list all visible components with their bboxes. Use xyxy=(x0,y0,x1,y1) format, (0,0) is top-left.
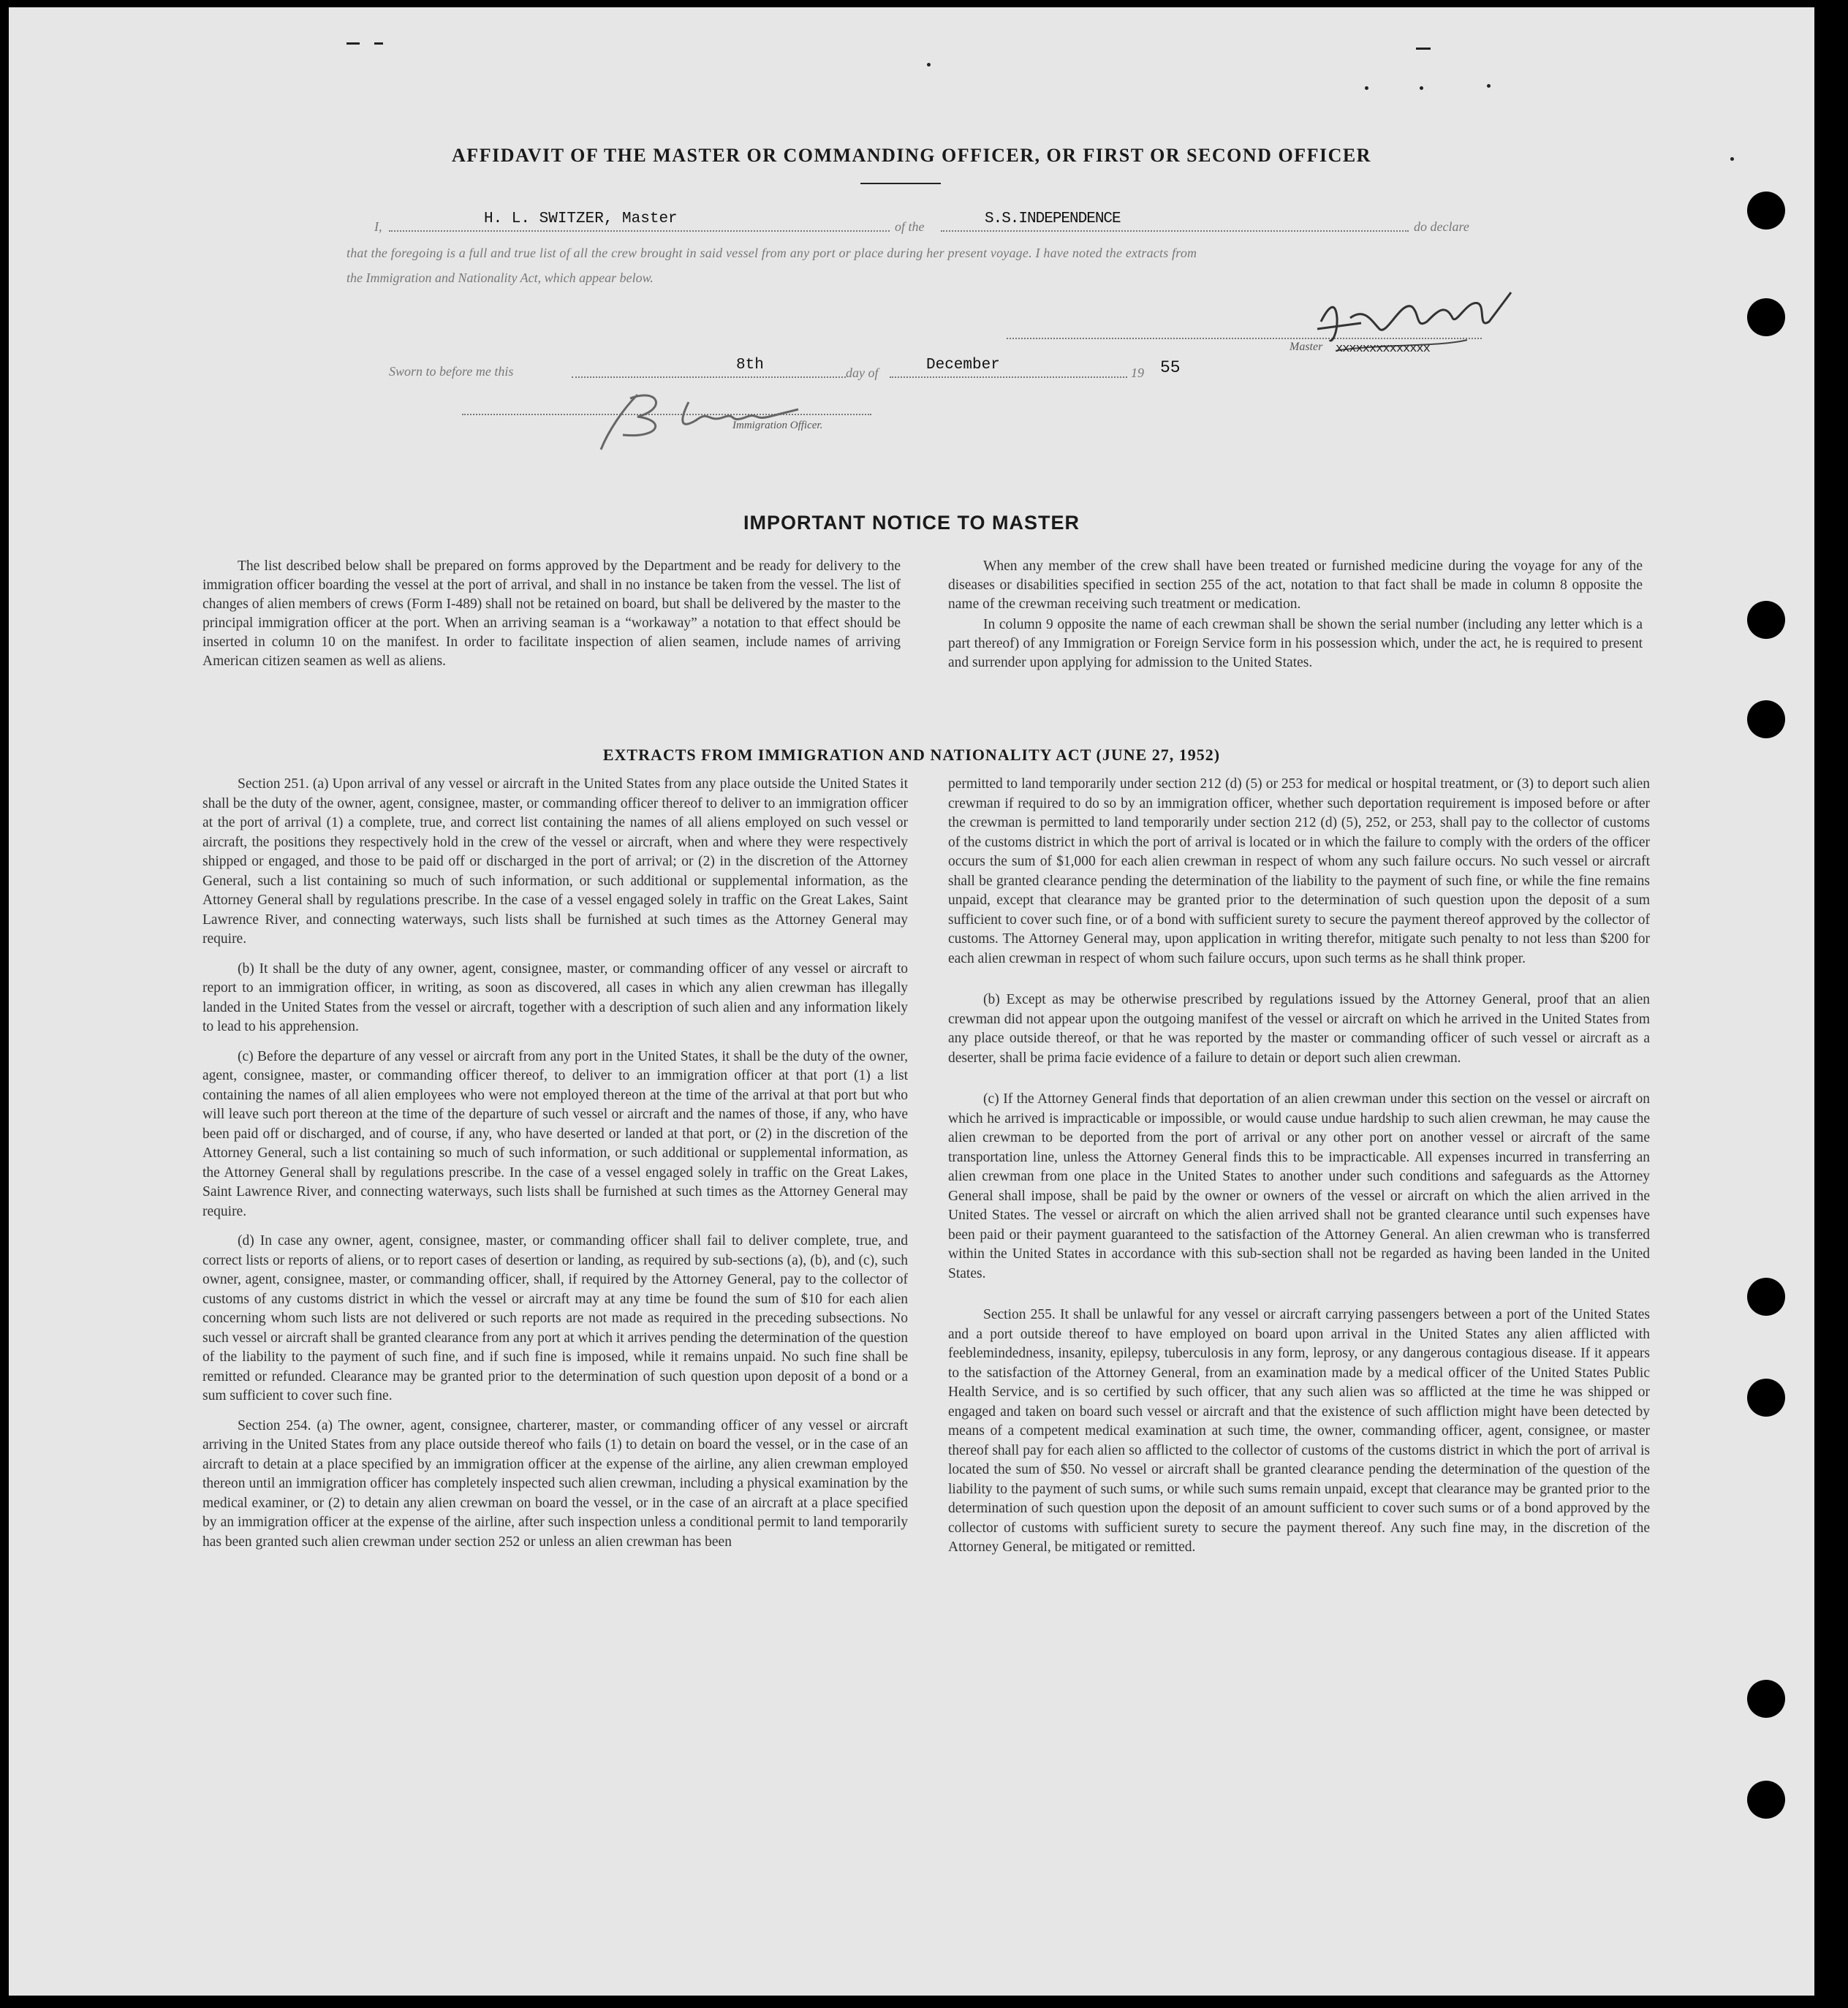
month-value: December xyxy=(926,357,1000,374)
sworn-label: Sworn to before me this xyxy=(389,364,514,379)
do-declare-label: do declare xyxy=(1414,219,1469,234)
section-251c: (c) Before the departure of any vessel or aircraft from any port in the United States, it shall be the duty of the owner, agent, consignee, master, or commanding officer thereof, to deliver to an immigration officer at that port (1) a list containing the names of all alien employees who were not employed thereon at the time of the arrival at that port but who will leave such port thereon at the time of the departure of such vessel or aircraft and the names of those, if any, who have been paid off or discharged, and of course, if any, who have deserted or landed at that port, or (2) in the discretion of the Attorney General, such a list containing so much of such information, or such additional or supplemental information, as the Attorney General shall by regulations prescribe. In the case of a vessel engaged solely in traffic on the Great Lakes, Saint Lawrence River, and connecting waterways, such lists shall be furnished at such times as the Attorney General may require. xyxy=(202,1048,908,1219)
notice-right-text-2: In column 9 opposite the name of each crewman shall be shown the serial number (including any letter which is a part thereof) of any Immigration or Foreign Service form in his possession which, under the act, he is required to present and surrender upon applying for admission to the United States. xyxy=(948,617,1643,670)
section-254a-continued: permitted to land temporarily under section 212 (d) (5) or 253 for medical or hospital treatment, or (3) to deport such alien crewman if required to do so by an immigration officer, whether such deportation requirement is imposed before or after the crewman is permitted to land temporarily under section 212 (d) (5), 252, or 253, shall pay to the collector of customs of the customs district in which the port of arrival is located or in which the failure to comply with the orders of the officer occurs the sum of $1,000 for each alien crewman in respect of whom any such failure occurs. No such vessel or aircraft shall be granted clearance pending the determination of the liability to the payment of such fine, or while the fine remains unpaid, except that clearance may be granted prior to the determination of such question upon the deposit of a sum sufficient to cover such fine, or of a bond with sufficient surety to secure the payment thereof approved by the collector of customs. The Attorney General may, upon application in writing therefor, mitigate such penalty to not less than $200 for each alien crewman in respect of whom such failure occurs, upon such terms as he shall think proper. xyxy=(948,776,1650,966)
scan-speck xyxy=(1420,86,1423,90)
immigration-officer-label: Immigration Officer. xyxy=(732,420,823,431)
day-of-label: day of xyxy=(846,365,879,380)
vessel-line xyxy=(941,230,1409,232)
master-label: Master xyxy=(1290,341,1323,353)
extracts-title: EXTRACTS FROM IMMIGRATION AND NATIONALITY ACT (JUNE 27, 1952) xyxy=(602,746,1221,764)
section-251d: (d) In case any owner, agent, consignee, master, or commanding officer shall fail to deliver complete, true, and correct lists or reports of aliens, or to report cases of desertion or landing, as required by sub-sections (a), (b), and (c), such owner, agent, consignee, master, or commanding officer, shall, if required by the Attorney General, pay to the collector of customs of any customs district in which the vessel or aircraft may at any time be found the sum of $10 for each alien concerning whom such lists are not delivered or such reports are not made as required in the preceding subsections. No such vessel or aircraft shall be granted clearance from any port at which it arrives pending the determination of the question of the liability to the payment of such fine, and if such fine is imposed, while it remains unpaid. No such fine shall be remitted or refunded. Clearance may be granted prior to the determination of such question upon deposit of a bond or a sum sufficient to cover such fine. xyxy=(202,1233,908,1403)
punch-hole xyxy=(1747,601,1785,639)
extracts-left-column xyxy=(202,775,908,1562)
name-line xyxy=(389,230,890,232)
month-line xyxy=(890,376,1127,378)
affidavit-statement-end: the Immigration and Nationality Act, which appear below. xyxy=(346,270,654,285)
punch-hole xyxy=(1747,1781,1785,1819)
of-the-label: of the xyxy=(895,219,925,234)
scan-mark xyxy=(374,42,383,45)
scan-speck xyxy=(927,63,931,67)
scan-mark xyxy=(346,42,360,45)
punch-hole xyxy=(1747,1680,1785,1718)
section-251a: Section 251. (a) Upon arrival of any vessel or aircraft in the United States from any place outside the United States it shall be the duty of the owner, agent, consignee, master, or commanding officer thereof to deliver to an immigration officer at the port of arrival (1) a complete, true, and correct list containing the names of all aliens employed on such vessel or aircraft, the positions they respectively hold in the crew of the vessel or aircraft, when and where they were respectively shipped or engaged, and those to be paid off or discharged in the port of arrival; or (2) in the discretion of the Attorney General, such a list containing so much of such information, or such additional or supplemental information, as the Attorney General shall by regulations prescribe. In the case of a vessel engaged solely in traffic on the Great Lakes, Saint Lawrence River, and connecting waterways, such lists shall be furnished at such times as the Attorney General may require. xyxy=(202,776,908,947)
struck-title: xxxxxxxxxxxxxx xyxy=(1336,342,1430,356)
affidavit-statement: that the foregoing is a full and true list of all the crew brought in said vessel from any port or place during her present voyage. I have noted the extracts from xyxy=(346,246,1197,260)
year-value: 55 xyxy=(1160,358,1181,377)
section-254a: Section 254. (a) The owner, agent, consignee, charterer, master, or commanding officer of any vessel or aircraft arriving in the United States from any place outside thereof who fails (1) to detain on board the vessel, or in the case of an aircraft to detain at a place specified by an immigration officer at the expense of the airline, any alien crewman employed thereon until an immigration officer has completely inspected such alien crewman, including a physical examination by the medical examiner, or (2) to detain any alien crewman on board the vessel, or in the case of an aircraft at a place specified by an immigration officer at the expense of the airline, after such inspection unless a conditional permit to land temporarily has been granted such alien crewman under section 252 or unless an alien crewman has been xyxy=(202,1417,908,1550)
punch-hole xyxy=(1747,1278,1785,1316)
year-prefix: 19 xyxy=(1131,365,1144,380)
document-page xyxy=(9,7,1814,1996)
section-255: Section 255. It shall be unlawful for any vessel or aircraft carrying passengers between a port of the United States and a port outside thereof to have employed on board upon arrival in the United States any alien afflicted with feeblemindedness, insanity, epilepsy, tuberculosis in any form, leprosy, or any dangerous contagious disease. If it appears to the satisfaction of the Attorney General, from an examination made by a medical officer of the United States Public Health Service, and is so certified by such officer, that any such alien was so afflicted at the time he was shipped or engaged and taken on board such vessel or aircraft and that the existence of such affliction might have been detected by means of a competent medical examination at such time, the owner, commanding officer, agent, consignee, or master thereof shall pay for each alien so afflicted to the collector of customs of the customs district in which the port of arrival is located the sum of $50. No vessel or aircraft shall be granted clearance pending the determination of the question of the liability to the payment of such sums, or while such sums remain unpaid, except that clearance may be granted prior to the determination of such question upon the deposit of an amount sufficient to cover such sums or of a bond approved by the collector of customs with sufficient surety to secure the payment thereof. Any such fine may, in the discretion of the Attorney General, be mitigated or remitted. xyxy=(948,1307,1650,1555)
extracts-right-column xyxy=(948,775,1650,1568)
section-251b: (b) It shall be the duty of any owner, agent, consignee, master, or commanding officer of any vessel or aircraft to report to an immigration officer, in writing, as soon as discovered, all cases in which any alien crewman has illegally landed in the United States from the vessel or aircraft, together with a description of such alien and any information likely to lead to his apprehension. xyxy=(202,961,908,1034)
day-line xyxy=(572,376,846,378)
section-254c: (c) If the Attorney General finds that deportation of an alien crewman under this section on the vessel or aircraft on which he arrived is impracticable or impossible, or would cause undue hardship to such alien crewman, he may cause the alien crewman to be deported from the port of arrival or any other port on another vessel or aircraft of the same transportation line, unless the Attorney General finds this to be impracticable. All expenses incurred in transferring an alien crewman from one place in the United States to another under such conditions and safeguards as the Attorney General shall impose, shall be paid by the owner or owners of the vessel or aircraft on which the alien arrived in the United States. The vessel or aircraft on which the alien arrived shall not be granted clearance until such expenses have been paid or their payment guaranteed to the satisfaction of the Attorney General. An alien crewman who is transferred within the United States in accordance with this sub-section shall not be regarded as having been landed in the United States. xyxy=(948,1091,1650,1281)
vessel-name: S.S.INDEPENDENCE xyxy=(985,211,1121,227)
notice-left-text: The list described below shall be prepared on forms approved by the Department and be ready for delivery to the immigration officer boarding the vessel at the port of arrival, and shall in no instance be taken from the vessel. The list of changes of alien members of crews (Form I-489) shall not be retained on board, but shall be delivered by the master to the principal immigration officer at the port. When an arriving seaman is a “workaway” a notation to that effect should be inserted in column 10 on the manifest. In order to facilitate inspection of alien seamen, include names of arriving American citizen seamen as well as aliens. xyxy=(202,558,901,669)
affidavit-i-label: I, xyxy=(374,219,382,234)
scan-speck xyxy=(1487,84,1491,88)
top-border xyxy=(0,0,1848,7)
notice-left-column xyxy=(202,557,901,681)
notice-right-column xyxy=(948,557,1643,683)
day-value: 8th xyxy=(736,357,764,374)
punch-hole xyxy=(1747,298,1785,336)
punch-hole xyxy=(1747,192,1785,230)
section-254b: (b) Except as may be otherwise prescribed by regulations issued by the Attorney General, proof that an alien crewman did not appear upon the outgoing manifest of the vessel or aircraft on which he arrived in the United States from any place outside thereof, or that he was reported by the master or commanding officer of such vessel or aircraft as a deserter, shall be prima facie evidence of a failure to detain or deport such alien crewman. xyxy=(948,992,1650,1066)
notice-title: IMPORTANT NOTICE TO MASTER xyxy=(743,512,1080,534)
punch-hole xyxy=(1747,700,1785,738)
master-signature xyxy=(1292,278,1526,373)
notice-right-text-1: When any member of the crew shall have been treated or furnished medicine during the voyage for any of the diseases or disabilities specified in section 255 of the act, notation to that fact shall be made in column 8 opposite the name of the crewman receiving such treatment or medication. xyxy=(948,558,1643,612)
affidavit-title: AFFIDAVIT OF THE MASTER OR COMMANDING OFFICER, OR FIRST OR SECOND OFFICER xyxy=(452,145,1371,166)
scan-mark xyxy=(1416,48,1431,50)
scan-speck xyxy=(1365,86,1368,90)
punch-hole xyxy=(1747,1379,1785,1417)
title-rule xyxy=(860,183,941,184)
master-name: H. L. SWITZER, Master xyxy=(484,211,678,227)
